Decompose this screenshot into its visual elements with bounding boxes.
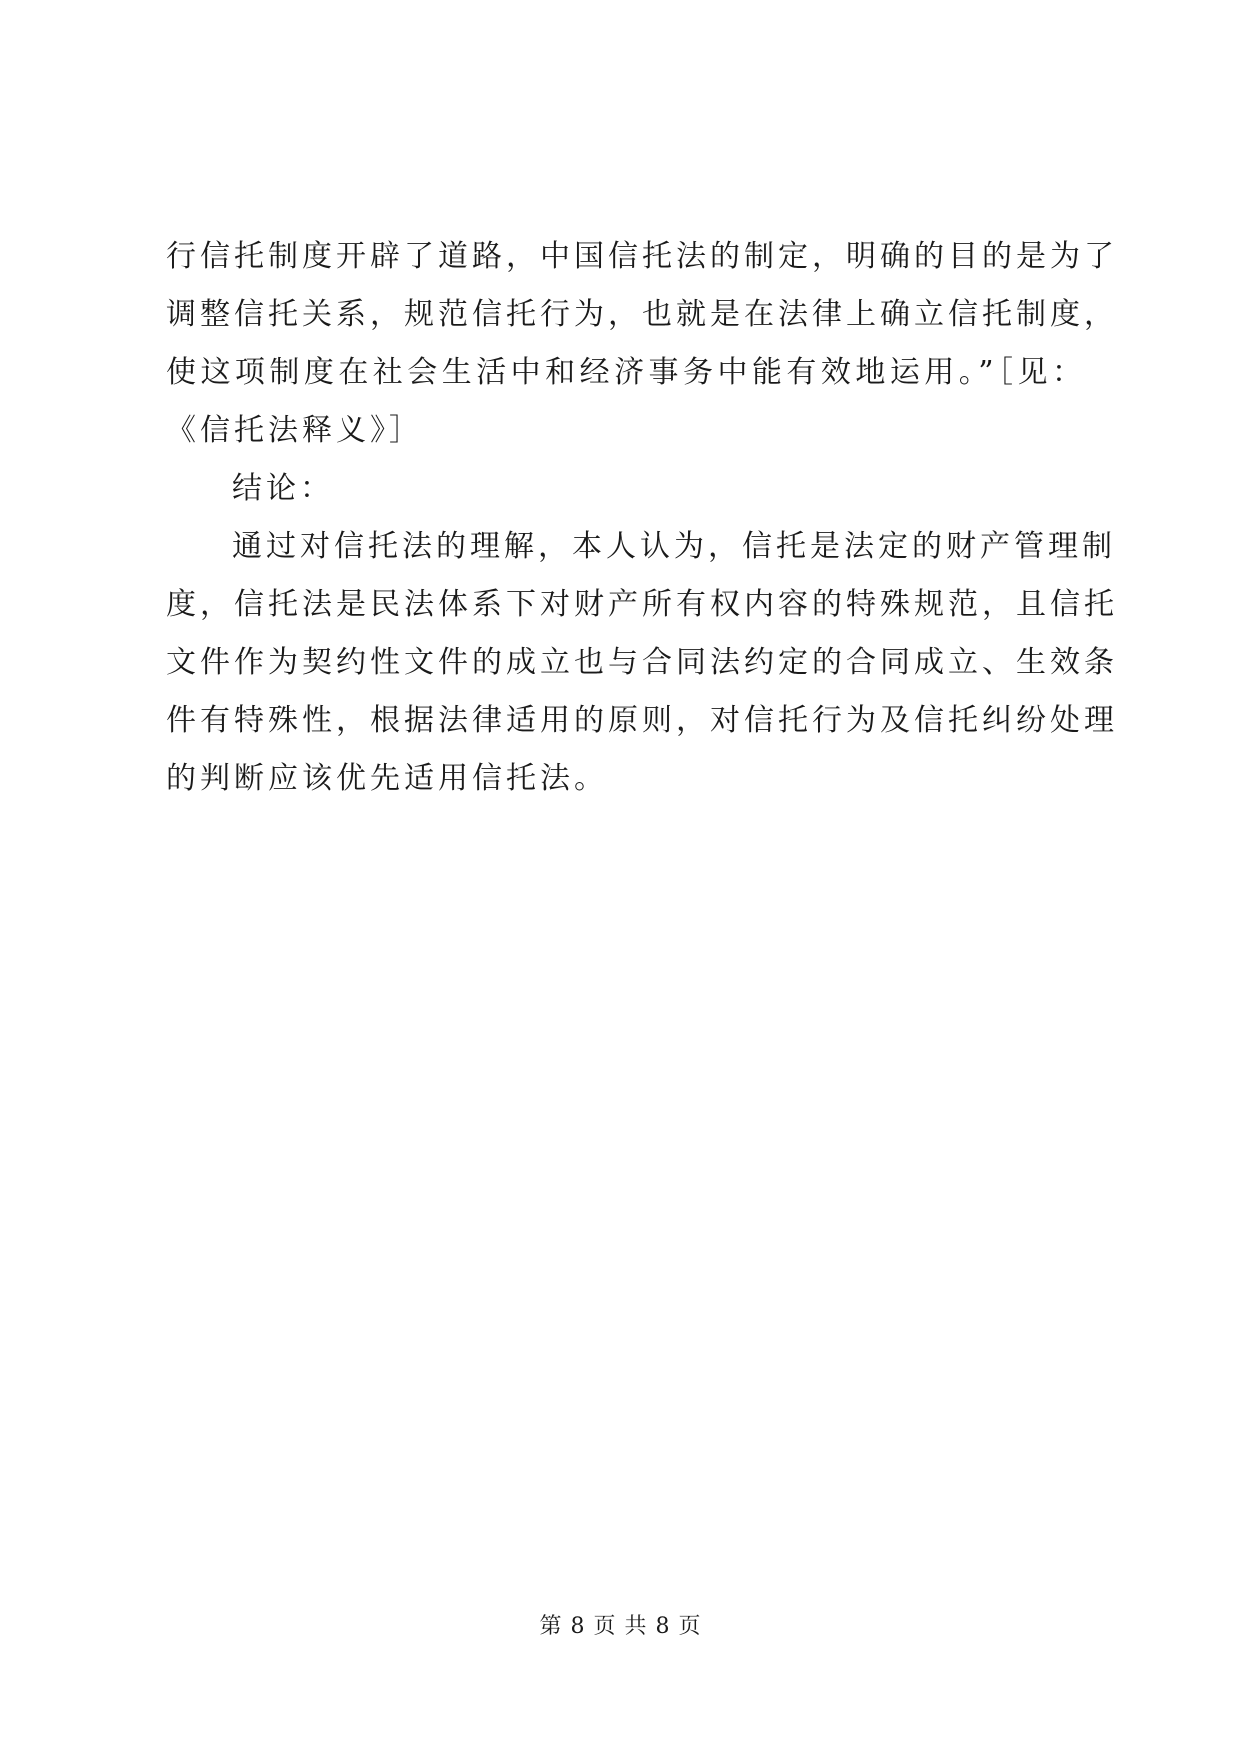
text-line: 《信托法释义》］ xyxy=(166,413,423,448)
text-line: 使这项制度在社会生活中和经济事务中能有效地运用。”［见： xyxy=(166,355,1086,390)
text-line: 通过对信托法的理解，本人认为，信托是法定的财产管理制 xyxy=(232,529,1116,564)
page-number-footer: 第 8 页 共 8 页 xyxy=(539,1614,702,1639)
document-body xyxy=(166,228,1118,808)
text-line: 件有特殊性，根据法律适用的原则，对信托行为及信托纠纷处理 xyxy=(166,703,1118,738)
paragraph-quote-continuation xyxy=(166,228,1118,460)
text-line: 的判断应该优先适用信托法。 xyxy=(166,761,608,796)
paragraph-conclusion xyxy=(166,518,1118,808)
text-line: 文件作为契约性文件的成立也与合同法约定的合同成立、生效条 xyxy=(166,645,1118,680)
text-line: 行信托制度开辟了道路，中国信托法的制定，明确的目的是为了 xyxy=(166,239,1118,274)
paragraph-conclusion-heading xyxy=(166,460,1086,518)
text-line: 调整信托关系，规范信托行为，也就是在法律上确立信托制度， xyxy=(166,297,1118,332)
section-heading: 结论： xyxy=(232,471,334,506)
text-line: 度，信托法是民法体系下对财产所有权内容的特殊规范，且信托 xyxy=(166,587,1118,622)
